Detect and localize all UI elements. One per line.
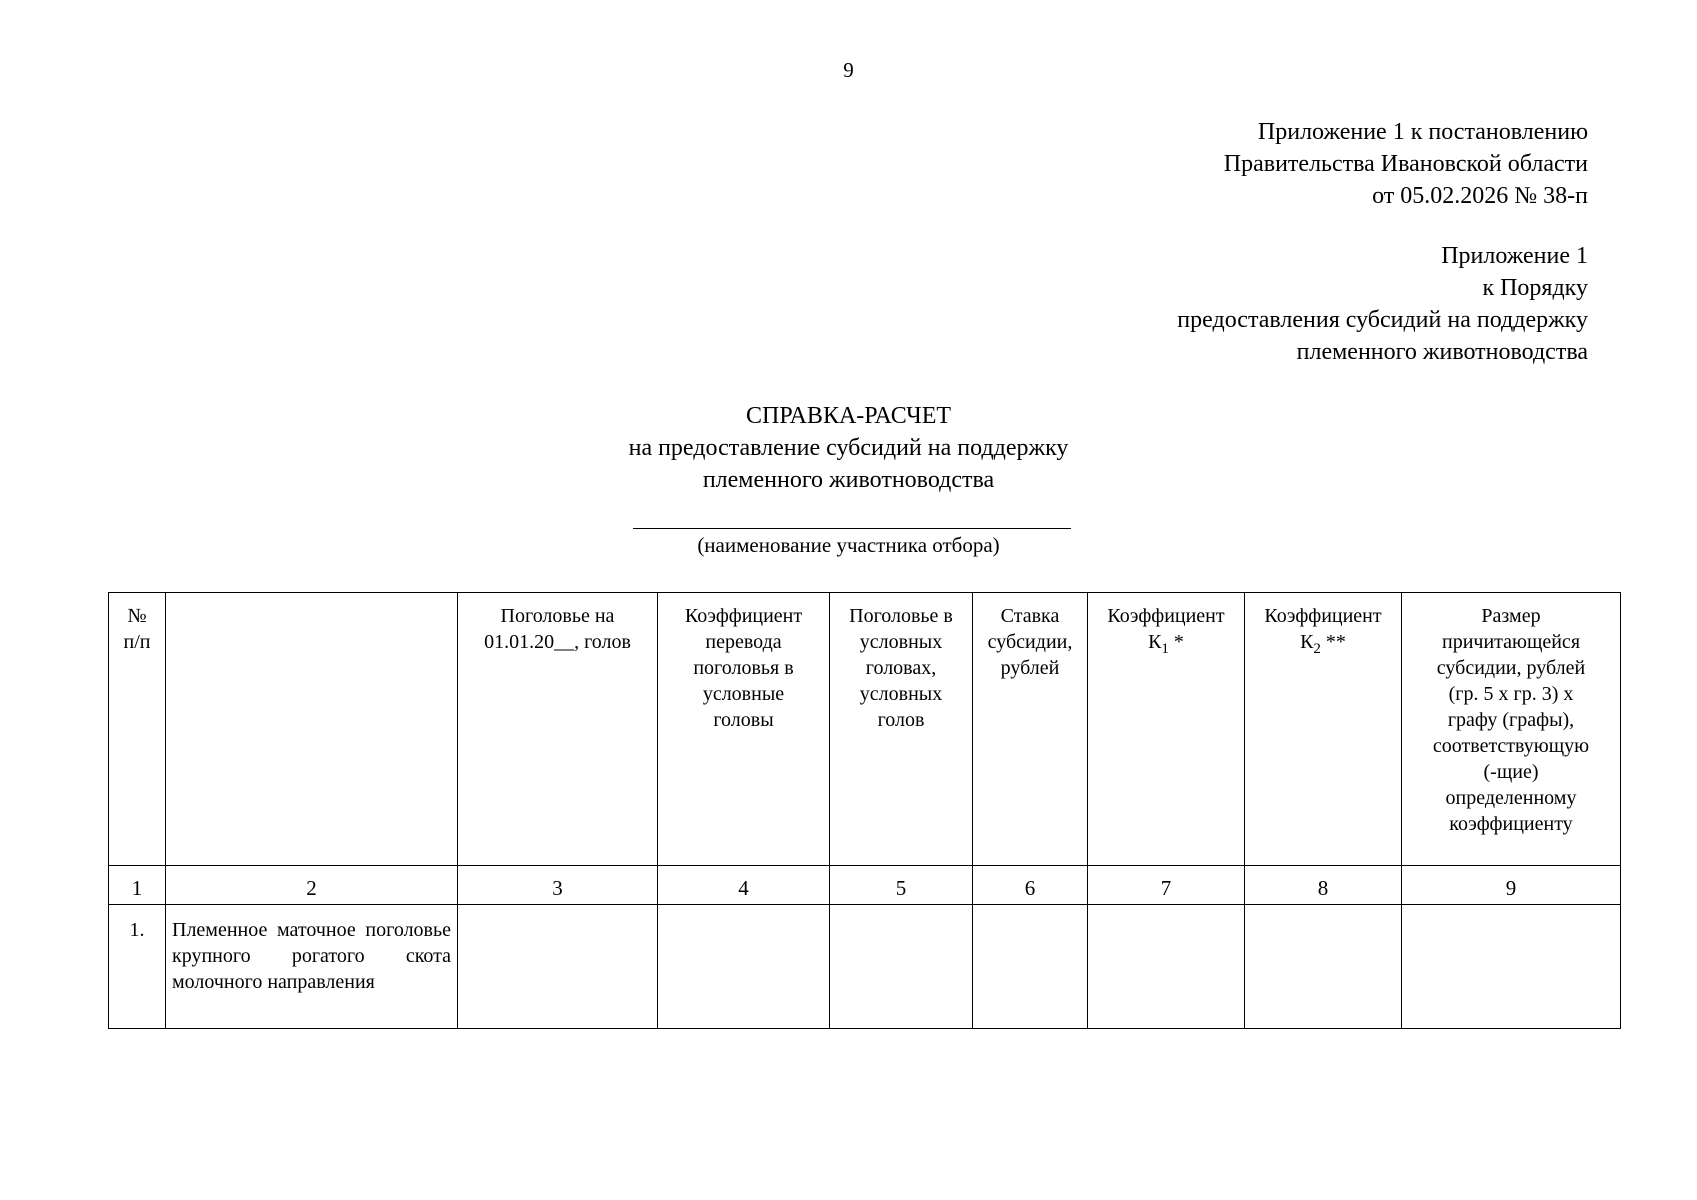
header-cell-subsidy-amount: Размер причитающейся субсидии, рублей (гр. 5 x гр. 3) x графу (графы), соответствующую (-щие) определенному коэффициенту [1402, 593, 1621, 866]
row-number-cell: 1. [109, 905, 166, 1029]
header-cell-headcount: Поголовье на 01.01.20__, голов [458, 593, 658, 866]
column-number-cell: 6 [973, 866, 1088, 905]
header-cell-subsidy-rate: Ставка субсидии, рублей [973, 593, 1088, 866]
document-title-block [0, 400, 1697, 496]
calculation-table [108, 592, 1621, 1029]
row-conditional-heads-cell [830, 905, 973, 1029]
document-title: СПРАВКА-РАСЧЕТ [745, 403, 952, 429]
table-row [109, 905, 1621, 1029]
column-number-cell: 2 [166, 866, 458, 905]
appendix-resolution-line: Правительства Ивановской области [1223, 151, 1588, 177]
header-cell-name [166, 593, 458, 866]
header-cell-conditional-heads: Поголовье в условных головах, условных голов [830, 593, 973, 866]
column-number-cell: 5 [830, 866, 973, 905]
column-number-cell: 3 [458, 866, 658, 905]
column-number-cell: 7 [1088, 866, 1245, 905]
row-headcount-cell [458, 905, 658, 1029]
row-name-cell: Племенное маточное поголовье крупного рогатого скота молочного направления [166, 905, 458, 1029]
row-subsidy-amount-cell [1402, 905, 1621, 1029]
appendix-resolution-line: от 05.02.2026 № 38-п [1372, 183, 1588, 209]
row-conversion-cell [658, 905, 830, 1029]
header-cell-coefficient-k2: Коэффициент $К_2$ ** [1245, 593, 1402, 866]
participant-name-caption: (наименование участника отбора) [697, 533, 1000, 557]
row-subsidy-rate-cell [973, 905, 1088, 1029]
column-number-cell: 8 [1245, 866, 1402, 905]
column-number-cell: 1 [109, 866, 166, 905]
row-k1-cell [1088, 905, 1245, 1029]
header-cell-number: № п/п [109, 593, 166, 866]
appendix-procedure-line: племенного животноводства [1296, 339, 1588, 365]
document-subtitle-line: на предоставление субсидий на поддержку [628, 435, 1069, 461]
row-k2-cell [1245, 905, 1402, 1029]
header-cell-conversion-coefficient: Коэффициент перевода поголовья в условные головы [658, 593, 830, 866]
table-header-row [109, 593, 1621, 866]
page-number: 9 [843, 58, 854, 82]
appendix-resolution-block [1224, 116, 1588, 212]
document-subtitle-line: племенного животноводства [702, 467, 995, 493]
appendix-procedure-line: Приложение 1 [1441, 243, 1588, 269]
appendix-procedure-block [1177, 240, 1588, 368]
column-number-row [109, 866, 1621, 905]
header-cell-coefficient-k1: Коэффициент $К_1$ * [1088, 593, 1245, 866]
column-number-cell: 9 [1402, 866, 1621, 905]
appendix-procedure-line: к Порядку [1482, 275, 1588, 301]
participant-name-field-line [633, 528, 1071, 529]
appendix-procedure-line: предоставления субсидий на поддержку [1177, 307, 1588, 333]
column-number-cell: 4 [658, 866, 830, 905]
appendix-resolution-line: Приложение 1 к постановлению [1257, 119, 1588, 145]
